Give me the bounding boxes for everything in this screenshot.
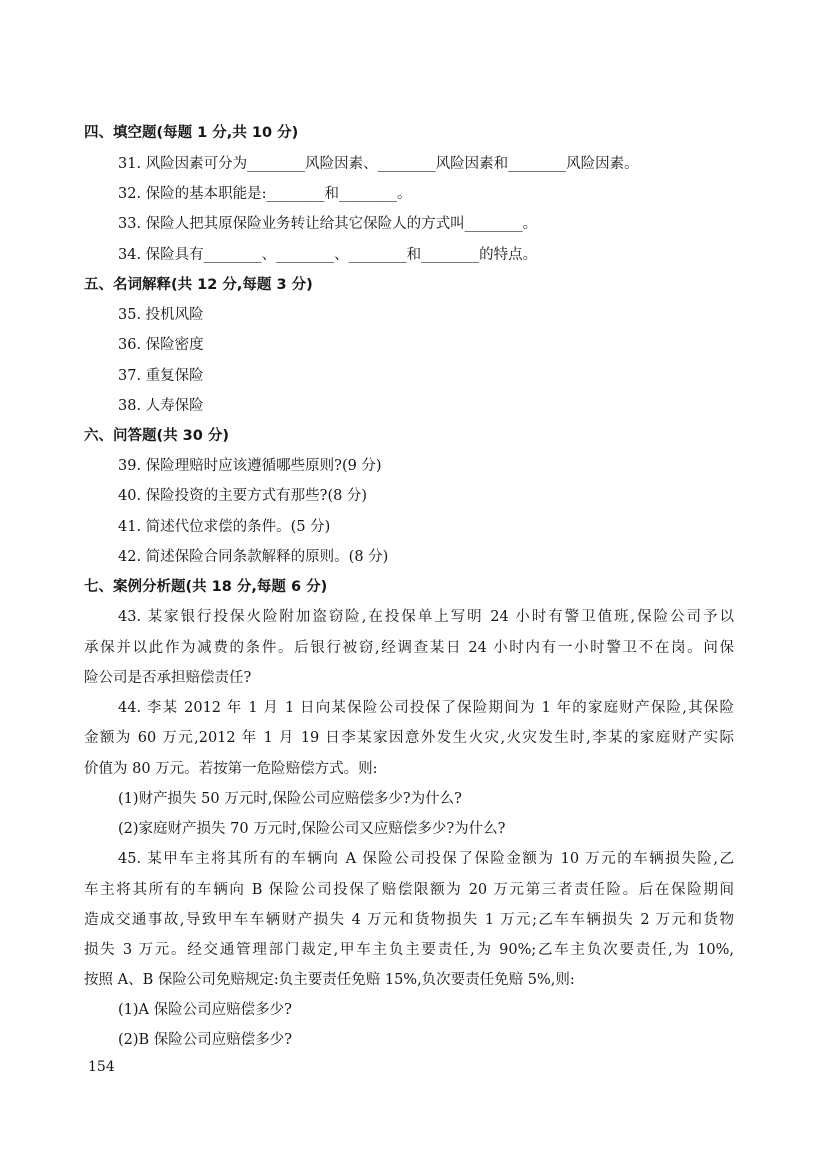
question-45-sub-2: (2)B 保险公司应赔偿多少?: [118, 1032, 293, 1048]
question-36: 36. 保险密度: [118, 337, 204, 353]
question-38: 38. 人寿保险: [118, 398, 204, 414]
question-44-sub-2: (2)家庭财产损失 70 万元时,保险公司又应赔偿多少?为什么?: [118, 821, 506, 837]
question-34: 34. 保险具有________、________、________和________的特点。: [118, 247, 538, 263]
question-45-line-2: 车主将其所有的车辆向 B 保险公司投保了赔偿限额为 20 万元第三者责任险。后在保险期间: [84, 882, 734, 898]
question-39: 39. 保险理赔时应该遵循哪些原则?(9 分): [118, 458, 382, 474]
question-43-line-2: 承保并以此作为减费的条件。后银行被窃,经调查某日 24 小时内有一小时警卫不在岗。问保: [84, 640, 734, 656]
question-43-line-3: 险公司是否承担赔偿责任?: [84, 670, 252, 686]
question-44-line-1: 44. 李某 2012 年 1 月 1 日向某保险公司投保了保险期间为 1 年的家庭财产保险,其保险: [118, 700, 734, 716]
question-44-sub-1: (1)财产损失 50 万元时,保险公司应赔偿多少?为什么?: [118, 791, 462, 807]
question-44-line-2: 金额为 60 万元,2012 年 1 月 19 日李某家因意外发生火灾,火灾发生时,李某的家庭财产实际: [84, 730, 734, 746]
section-heading-short-answer: 六、问答题(共 30 分): [84, 428, 230, 444]
question-32: 32. 保险的基本职能是:________和________。: [118, 186, 412, 202]
question-31: 31. 风险因素可分为________风险因素、________风险因素和________风险因素。: [118, 156, 639, 172]
question-45-line-5: 按照 A、B 保险公司免赔规定:负主要责任免赔 15%,负次要责任免赔 5%,则:: [84, 972, 575, 988]
question-40: 40. 保险投资的主要方式有那些?(8 分): [118, 488, 368, 504]
question-43-line-1: 43. 某家银行投保火险附加盗窃险,在投保单上写明 24 小时有警卫值班,保险公司予以: [118, 609, 734, 625]
question-35: 35. 投机风险: [118, 307, 204, 323]
question-44-line-3: 价值为 80 万元。若按第一危险赔偿方式。则:: [84, 761, 378, 777]
question-37: 37. 重复保险: [118, 368, 204, 384]
section-heading-term-explanation: 五、名词解释(共 12 分,每题 3 分): [84, 277, 313, 293]
question-33: 33. 保险人把其原保险业务转让给其它保险人的方式叫________。: [118, 216, 538, 232]
question-45-sub-1: (1)A 保险公司应赔偿多少?: [118, 1002, 292, 1018]
question-41: 41. 简述代位求偿的条件。(5 分): [118, 519, 331, 535]
section-heading-fill-in-blank: 四、填空题(每题 1 分,共 10 分): [84, 125, 299, 141]
page-number: 154: [88, 1059, 115, 1075]
section-heading-case-analysis: 七、案例分析题(共 18 分,每题 6 分): [84, 579, 328, 595]
question-45-line-4: 损失 3 万元。经交通管理部门裁定,甲车主负主要责任,为 90%;乙车主负次要责任,为 10%,: [84, 942, 734, 958]
question-42: 42. 简述保险合同条款解释的原则。(8 分): [118, 549, 389, 565]
question-45-line-3: 造成交通事故,导致甲车车辆财产损失 4 万元和货物损失 1 万元;乙车车辆损失 2 万元和货物: [84, 912, 734, 928]
question-45-line-1: 45. 某甲车主将其所有的车辆向 A 保险公司投保了保险金额为 10 万元的车辆损失险,乙: [118, 851, 734, 867]
